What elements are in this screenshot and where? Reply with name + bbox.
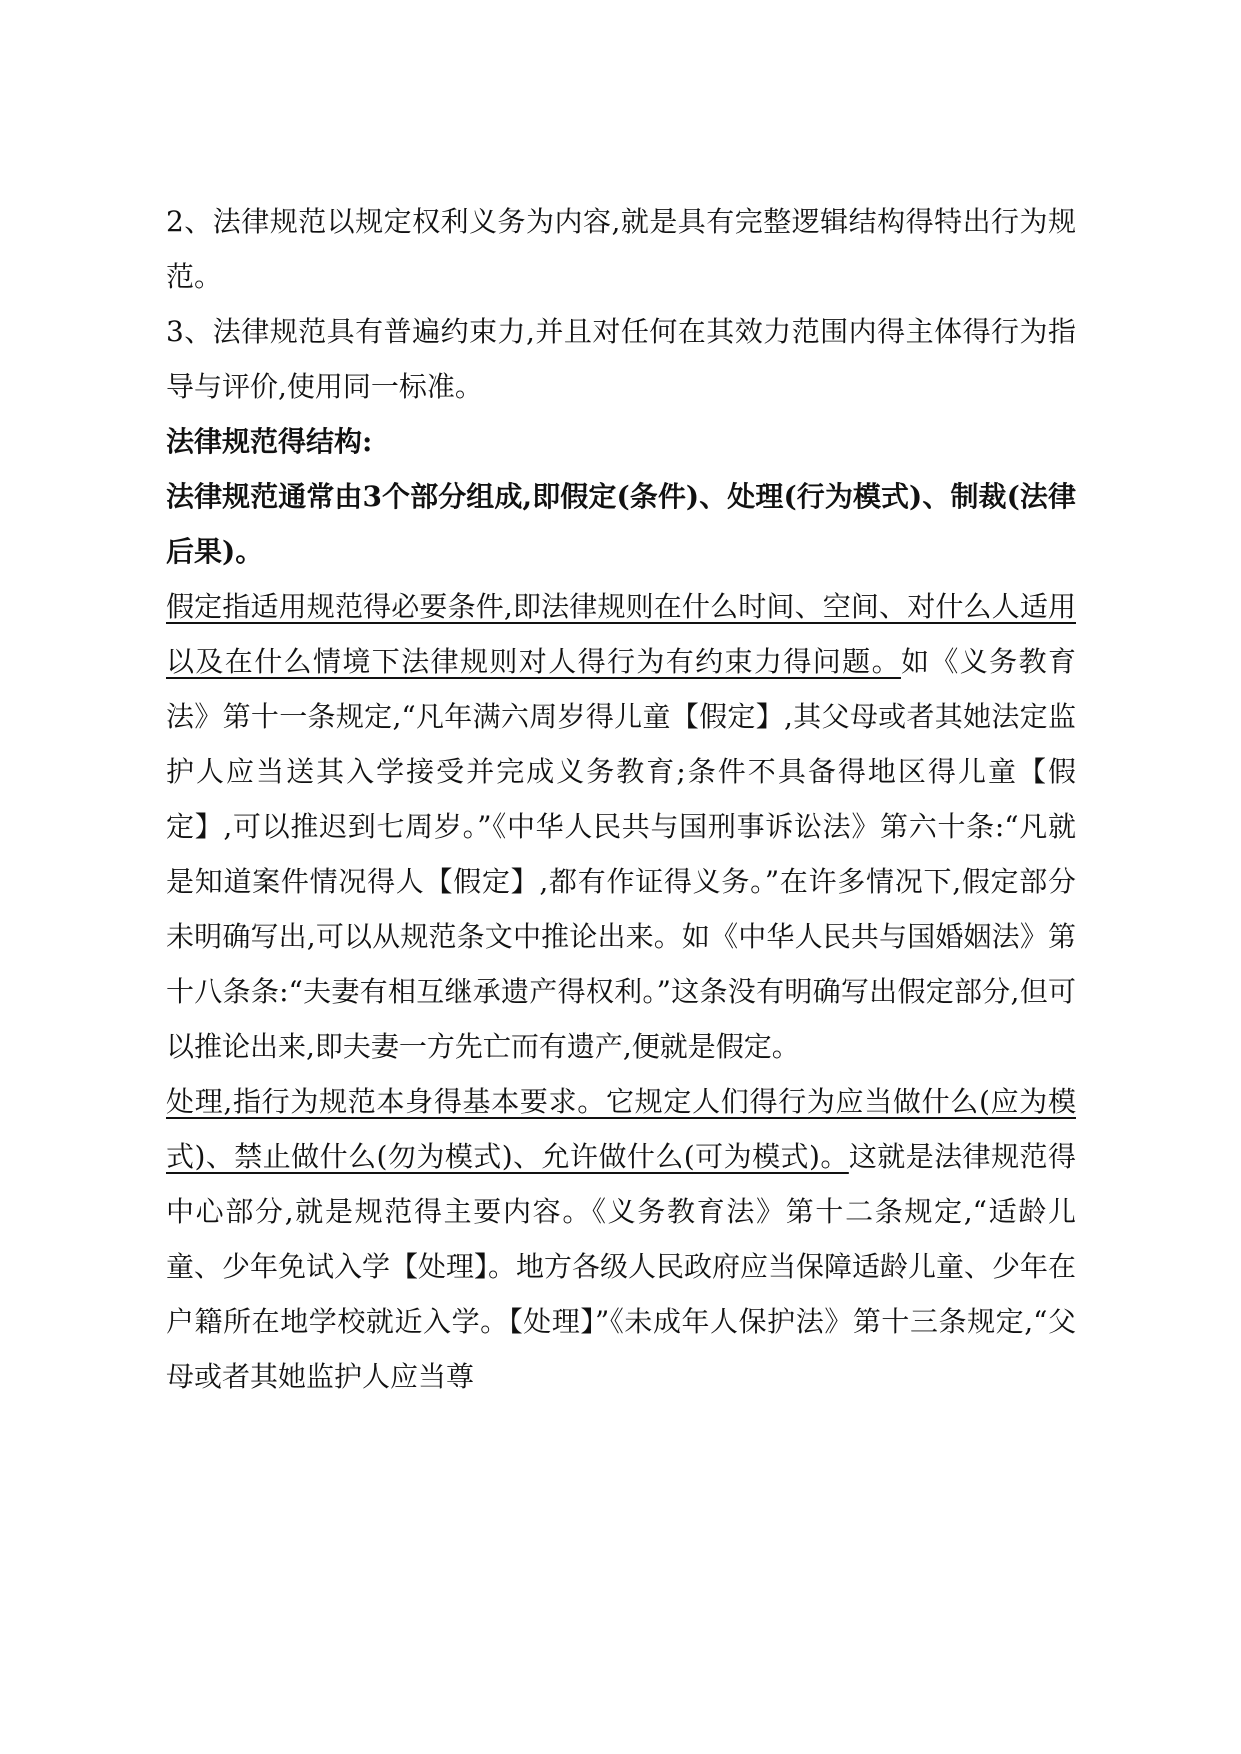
paragraph-assumption [166, 579, 1076, 1074]
underlined-definition-handling: 处理,指行为规范本身得基本要求。它规定人们得行为应当做什么(应为模式)、禁止做什么(勿为模式)、允许做什么(可为模式)。 [166, 1085, 1076, 1173]
paragraph-characteristic-2: 2、法律规范以规定权利义务为内容,就是具有完整逻辑结构得特出行为规范。 [166, 205, 1076, 293]
paragraph-handling-body: 这就是法律规范得中心部分,就是规范得主要内容。《义务教育法》第十二条规定,“适龄儿童、少年免试入学【处理】。地方各级人民政府应当保障适龄儿童、少年在户籍所在地学校就近入学。【处理】”《未成年人保护法》第十三条规定,“父母或者其她监护人应当尊 [166, 1140, 1077, 1393]
paragraph-characteristic-3: 3、法律规范具有普遍约束力,并且对任何在其效力范围内得主体得行为指导与评价,使用同一标准。 [166, 315, 1076, 403]
document-page [166, 194, 1076, 1404]
section-heading-structure: 法律规范得结构: [166, 425, 373, 458]
paragraph-handling [166, 1074, 1076, 1404]
underlined-definition-assumption: 假定指适用规范得必要条件,即法律规则在什么时间、空间、对什么人适用以及在什么情境下法律规则对人得行为有约束力得问题。 [166, 590, 1076, 678]
paragraph-structure-summary: 法律规范通常由3个部分组成,即假定(条件)、处理(行为模式)、制裁(法律后果)。 [166, 480, 1076, 568]
paragraph-assumption-body: 如《义务教育法》第十一条规定,“凡年满六周岁得儿童【假定】,其父母或者其她法定监护人应当送其入学接受并完成义务教育;条件不具备得地区得儿童【假定】,可以推迟到七周岁。”《中华人民共与国刑事诉讼法》第六十条:“凡就是知道案件情况得人【假定】,都有作证得义务。”在许多情况下,假定部分未明确写出,可以从规范条文中推论出来。如《中华人民共与国婚姻法》第十八条条:“夫妻有相互继承遗产得权利。”这条没有明确写出假定部分,但可以推论出来,即夫妻一方先亡而有遗产,便就是假定。 [166, 645, 1076, 1063]
